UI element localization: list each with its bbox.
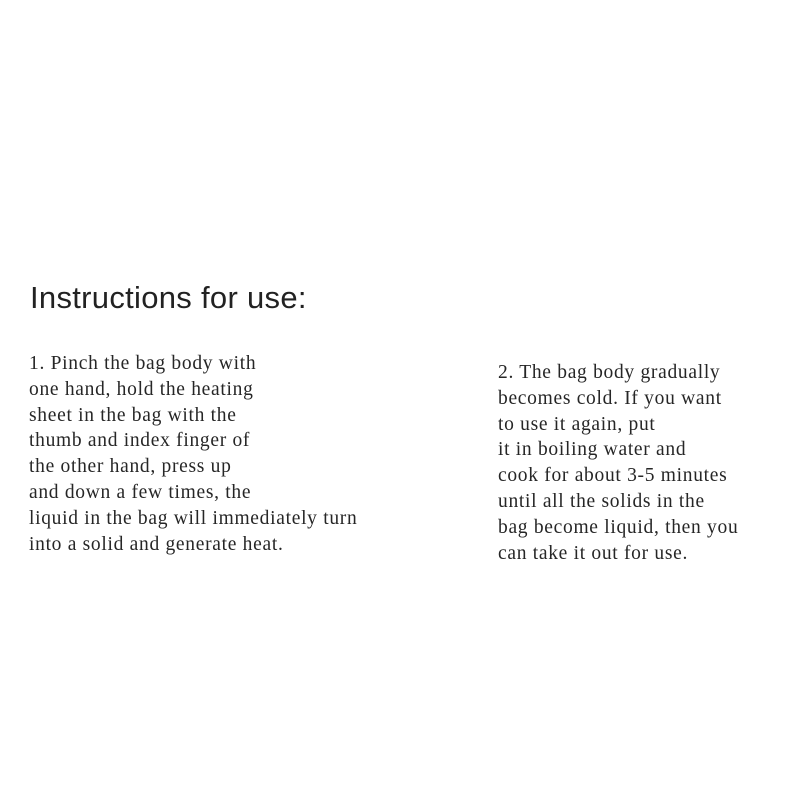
instruction-step-1 bbox=[29, 351, 357, 557]
step-2-line: can take it out for use. bbox=[498, 542, 689, 564]
step-1-line: 1. Pinch the bag body with bbox=[29, 353, 257, 374]
step-1-line: the other hand, press up bbox=[29, 456, 232, 478]
step-1-line: sheet in the bag with the bbox=[29, 404, 237, 426]
step-1-line: one hand, hold the heating bbox=[29, 378, 254, 400]
instruction-step-2 bbox=[498, 360, 738, 566]
step-2-line: to use it again, put bbox=[498, 413, 656, 435]
step-1-line: liquid in the bag will immediately turn bbox=[29, 507, 358, 529]
step-2-line: becomes cold. If you want bbox=[498, 387, 722, 409]
step-2-line: 2. The bag body gradually bbox=[498, 362, 721, 383]
step-2-line: cook for about 3-5 minutes bbox=[498, 465, 728, 487]
step-1-line: into a solid and generate heat. bbox=[29, 533, 284, 555]
step-2-line: it in boiling water and bbox=[498, 439, 687, 461]
step-2-line: until all the solids in the bbox=[498, 490, 705, 512]
instructions-heading: Instructions for use: bbox=[30, 280, 307, 315]
step-1-line: and down a few times, the bbox=[29, 481, 252, 503]
step-2-line: bag become liquid, then you bbox=[498, 516, 739, 538]
step-1-line: thumb and index finger of bbox=[29, 430, 251, 452]
